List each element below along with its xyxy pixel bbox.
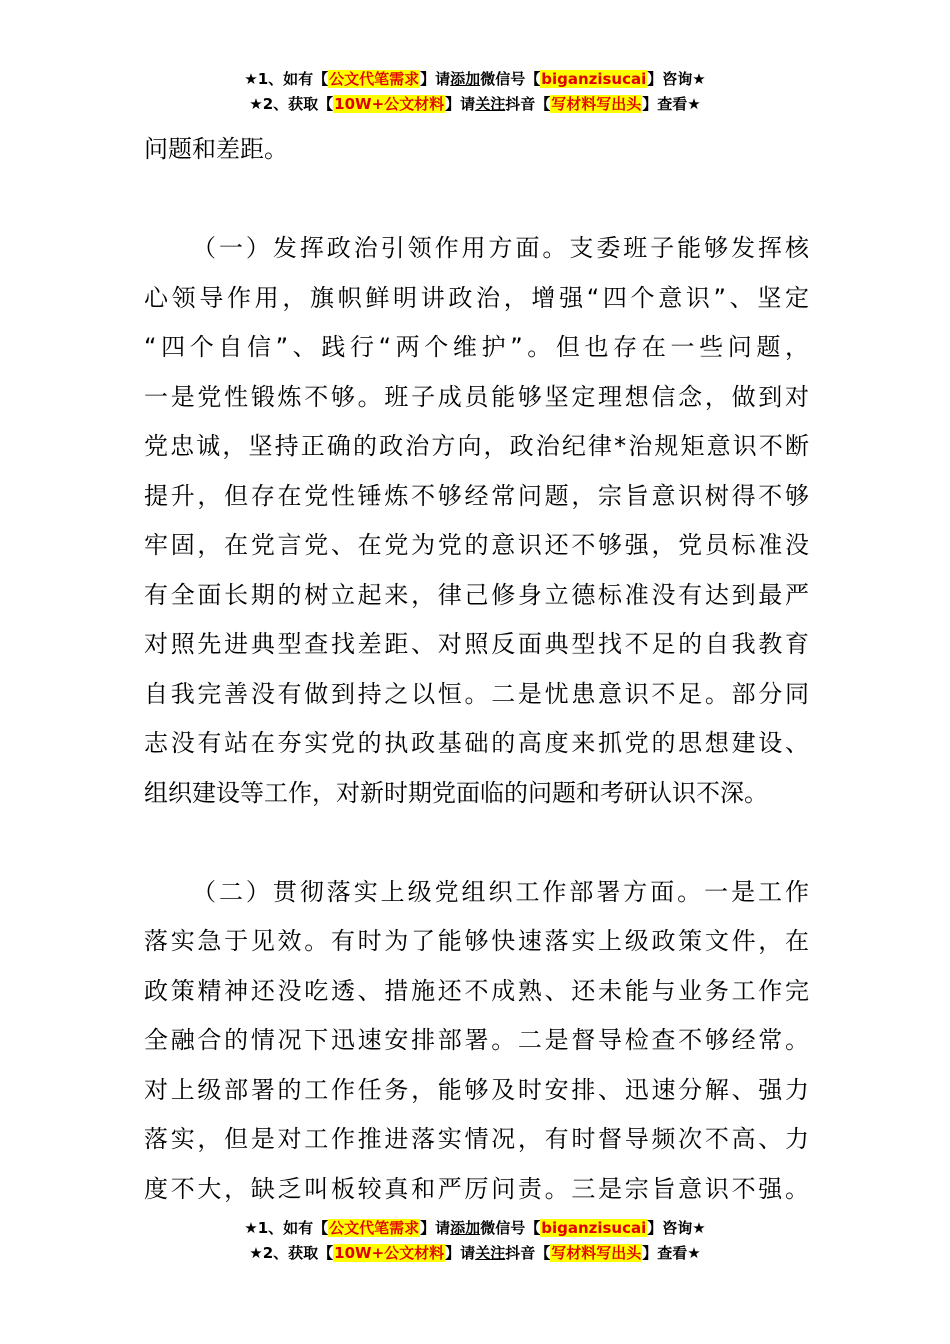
highlight-text: 10W+公文材料 <box>334 1244 445 1262</box>
banner-line-1 <box>0 1216 950 1241</box>
banner-text: 】请 <box>445 1244 476 1262</box>
text-line: 度不大，缺乏叫板较真和严厉问责。三是宗旨意识不强。 <box>144 1174 809 1203</box>
text-line: 落实急于见效。有时为了能够快速落实上级政策文件，在 <box>144 927 809 955</box>
underlined-text: 添加 <box>450 70 481 88</box>
banner-line-2 <box>0 1241 950 1266</box>
text-line: 对上级部署的工作任务，能够及时安排、迅速分解、强力 <box>144 1075 809 1104</box>
star-icon: ★ <box>687 95 701 113</box>
star-icon: ★ <box>249 1244 263 1262</box>
text-line: 自我完善没有做到持之以恒。二是忧患意识不足。部分同 <box>144 679 809 708</box>
highlight-text: 公文代笔需求 <box>329 1219 420 1237</box>
paragraph-2 <box>144 868 809 1215</box>
underlined-text: 关注 <box>475 95 506 113</box>
text-line: （一）发挥政治引领作用方面。支委班子能够发挥核 <box>192 234 809 262</box>
highlight-text: 公文代笔需求 <box>329 70 420 88</box>
text-line: 对照先进典型查找差距、对照反面典型找不足的自我教育 <box>144 630 809 658</box>
banner-text: 】查看 <box>642 1244 688 1262</box>
header-banner <box>0 67 950 117</box>
text-line: 组织建设等工作，对新时期党面临的问题和考研认识不深。 <box>144 778 768 807</box>
star-icon: ★ <box>692 1219 706 1237</box>
banner-text: 抖音【 <box>505 95 551 113</box>
banner-line-1 <box>0 67 950 92</box>
star-icon: ★ <box>244 70 258 88</box>
text-line: 志没有站在夯实党的执政基础的高度来抓党的思想建设、 <box>144 729 809 757</box>
banner-text: 微信号【 <box>480 1219 541 1237</box>
highlight-text: 10W+公文材料 <box>334 95 445 113</box>
star-icon: ★ <box>244 1219 258 1237</box>
banner-text: 2、获取【 <box>262 95 334 113</box>
douyin-id: 写材料写出头 <box>551 95 642 113</box>
text-line: 全融合的情况下迅速安排部署。二是督导检查不够经常。 <box>144 1026 809 1054</box>
paragraph-gap <box>144 818 809 868</box>
text-line: 落实，但是对工作推进落实情况，有时督导频次不高、力 <box>144 1125 809 1153</box>
wechat-id: biganzisucai <box>541 70 647 88</box>
banner-text: 1、如有【 <box>257 1219 329 1237</box>
text-line: 一是党性锻炼不够。班子成员能够坚定理想信念，做到对 <box>144 382 809 411</box>
document-body <box>144 125 809 1214</box>
banner-line-2 <box>0 92 950 117</box>
banner-text: 抖音【 <box>505 1244 551 1262</box>
star-icon: ★ <box>249 95 263 113</box>
paragraph-1 <box>144 224 809 818</box>
star-icon: ★ <box>692 70 706 88</box>
banner-text: 】咨询 <box>647 1219 693 1237</box>
banner-text: 】请 <box>420 1219 451 1237</box>
text-line: （二）贯彻落实上级党组织工作部署方面。一是工作 <box>192 877 809 906</box>
text-line: 有全面长期的树立起来，律己修身立德标准没有达到最严 <box>144 580 809 609</box>
text-line: 心领导作用，旗帜鲜明讲政治，增强“四个意识”、坚定 <box>144 283 809 312</box>
text-line: 牢固，在党言党、在党为党的意识还不够强，党员标准没 <box>144 531 809 559</box>
douyin-id: 写材料写出头 <box>551 1244 642 1262</box>
banner-text: 】请 <box>445 95 476 113</box>
paragraph-continuation <box>144 125 809 175</box>
wechat-id: biganzisucai <box>541 1219 647 1237</box>
text-line: 政策精神还没吃透、措施还不成熟、还未能与业务工作完 <box>144 976 809 1005</box>
text-line: 提升，但存在党性锤炼不够经常问题，宗旨意识树得不够 <box>144 481 809 510</box>
star-icon: ★ <box>687 1244 701 1262</box>
underlined-text: 关注 <box>475 1244 506 1262</box>
text-line: “四个自信”、践行“两个维护”。但也存在一些问题， <box>144 333 809 361</box>
banner-text: 】咨询 <box>647 70 693 88</box>
banner-text: 2、获取【 <box>262 1244 334 1262</box>
banner-text: 1、如有【 <box>257 70 329 88</box>
paragraph-gap <box>144 175 809 225</box>
banner-text: 】查看 <box>642 95 688 113</box>
underlined-text: 添加 <box>450 1219 481 1237</box>
footer-banner <box>0 1216 950 1266</box>
text-line: 问题和差距。 <box>144 135 288 163</box>
banner-text: 微信号【 <box>480 70 541 88</box>
banner-text: 】请 <box>420 70 451 88</box>
text-line: 党忠诚，坚持正确的政治方向，政治纪律*治规矩意识不断 <box>144 432 809 460</box>
